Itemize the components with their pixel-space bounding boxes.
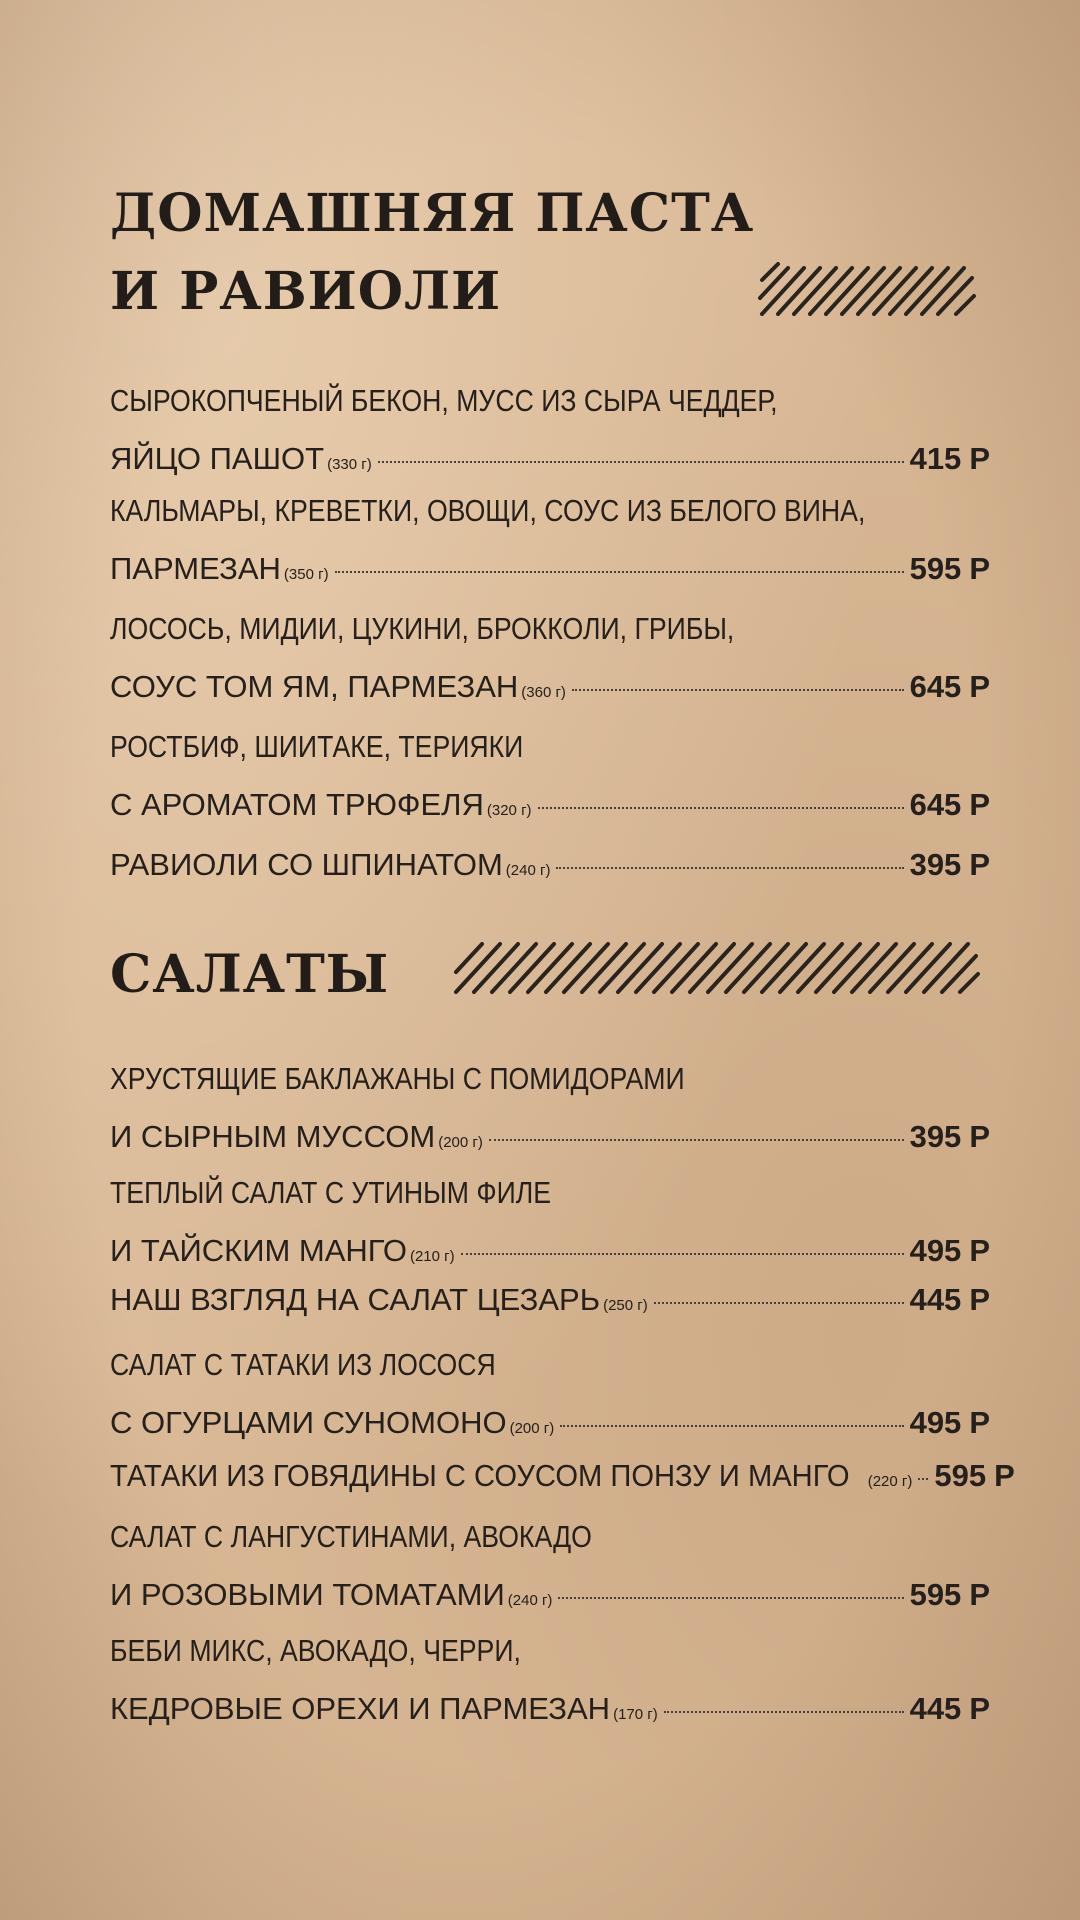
currency-sign: Р	[969, 847, 990, 882]
item-weight: (220 г)	[867, 1473, 913, 1490]
item-price: 445 Р	[909, 1282, 990, 1317]
item-description: ХРУСТЯЩИЕ БАКЛАЖАНЫ С ПОМИДОРАМИ	[110, 1061, 685, 1096]
menu-item	[110, 1050, 990, 1172]
currency-sign: Р	[969, 551, 990, 586]
dot-leader	[489, 1139, 904, 1141]
item-name: СОУС ТОМ ЯМ, ПАРМЕЗАН	[110, 669, 519, 704]
item-price: 395 Р	[909, 1119, 990, 1154]
item-weight: (240 г)	[507, 1592, 553, 1609]
item-price: 595 Р	[934, 1458, 1015, 1493]
item-name: И ТАЙСКИМ МАНГО	[110, 1233, 407, 1268]
dot-leader	[560, 1425, 903, 1427]
currency-sign: Р	[969, 1282, 990, 1317]
item-name: И СЫРНЫМ МУССОМ	[110, 1119, 436, 1154]
item-weight: (330 г)	[327, 456, 372, 473]
item-name: НАШ ВЗГЛЯД НА САЛАТ ЦЕЗАРЬ	[110, 1282, 601, 1317]
dot-leader	[558, 1597, 903, 1599]
menu-item	[110, 1622, 990, 1744]
item-price: 595 Р	[909, 1577, 990, 1612]
item-weight: (250 г)	[603, 1297, 648, 1314]
menu-item	[110, 1508, 990, 1630]
item-description: РОСТБИФ, ШИИТАКЕ, ТЕРИЯКИ	[110, 729, 524, 764]
item-description: ТЕПЛЫЙ САЛАТ С УТИНЫМ ФИЛЕ	[110, 1175, 552, 1210]
item-price: 495 Р	[909, 1405, 990, 1440]
currency-sign: Р	[994, 1458, 1015, 1493]
item-description: САЛАТ С ЛАНГУСТИНАМИ, АВОКАДО	[110, 1519, 592, 1554]
hatch-decoration	[752, 258, 982, 320]
menu-item	[110, 1271, 990, 1335]
item-name: С ОГУРЦАМИ СУНОМОНО	[110, 1405, 507, 1440]
item-price: 395 Р	[909, 847, 990, 882]
item-description: ЛОСОСЬ, МИДИИ, ЦУКИНИ, БРОККОЛИ, ГРИБЫ,	[110, 611, 735, 646]
menu-item	[110, 1447, 1015, 1511]
item-weight: (320 г)	[486, 802, 532, 819]
dot-leader	[556, 867, 903, 869]
item-price: 595 Р	[909, 551, 990, 586]
menu-item	[110, 372, 990, 494]
menu-item	[110, 1164, 990, 1286]
currency-sign: Р	[969, 669, 990, 704]
item-price: 495 Р	[909, 1233, 990, 1268]
item-price: 445 Р	[909, 1691, 990, 1726]
section-title-line: ДОМАШНЯЯ ПАСТА	[110, 183, 755, 244]
item-name: РАВИОЛИ СО ШПИНАТОМ	[110, 847, 503, 882]
item-name: ПАРМЕЗАН	[110, 551, 281, 586]
item-name: КЕДРОВЫЕ ОРЕХИ И ПАРМЕЗАН	[110, 1691, 611, 1726]
dot-leader	[538, 807, 904, 809]
item-weight: (210 г)	[409, 1248, 455, 1265]
currency-sign: Р	[969, 787, 990, 822]
item-description: САЛАТ С ТАТАКИ ИЗ ЛОСОСЯ	[110, 1347, 496, 1382]
section-title-salads	[110, 936, 389, 1014]
item-price: 645 Р	[909, 669, 990, 704]
currency-sign: Р	[969, 441, 990, 476]
item-weight: (350 г)	[283, 566, 329, 583]
item-price: 415 Р	[909, 441, 990, 476]
dot-leader	[378, 461, 904, 463]
item-price: 645 Р	[909, 787, 990, 822]
menu-item	[110, 600, 990, 722]
dot-leader	[461, 1253, 904, 1255]
item-weight: (240 г)	[505, 862, 551, 879]
item-name: ЯЙЦО ПАШОТ	[110, 441, 325, 476]
item-weight: (360 г)	[521, 684, 566, 701]
item-weight: (200 г)	[509, 1420, 555, 1437]
item-name: И РОЗОВЫМИ ТОМАТАМИ	[110, 1577, 505, 1612]
currency-sign: Р	[969, 1577, 990, 1612]
item-description: КАЛЬМАРЫ, КРЕВЕТКИ, ОВОЩИ, СОУС ИЗ БЕЛОГО ВИНА,	[110, 493, 866, 528]
item-description: БЕБИ МИКС, АВОКАДО, ЧЕРРИ,	[110, 1633, 521, 1668]
dot-leader	[664, 1711, 904, 1713]
section-title-pasta	[110, 175, 754, 331]
currency-sign: Р	[969, 1405, 990, 1440]
dot-leader	[654, 1302, 904, 1304]
section-title-line: И РАВИОЛИ	[110, 261, 502, 322]
menu-item	[110, 482, 990, 604]
hatch-decoration	[446, 936, 986, 998]
currency-sign: Р	[969, 1233, 990, 1268]
item-name: ТАТАКИ ИЗ ГОВЯДИНЫ С СОУСОМ ПОНЗУ И МАНГО	[110, 1458, 850, 1493]
item-weight: (200 г)	[438, 1134, 483, 1151]
menu-item	[110, 718, 990, 840]
currency-sign: Р	[969, 1691, 990, 1726]
item-description: СЫРОКОПЧЕНЫЙ БЕКОН, МУСС ИЗ СЫРА ЧЕДДЕР,	[110, 383, 778, 418]
menu-item	[110, 1336, 990, 1458]
dot-leader	[335, 571, 904, 573]
dot-leader	[918, 1478, 928, 1480]
currency-sign: Р	[969, 1119, 990, 1154]
section-title-line: САЛАТЫ	[110, 944, 390, 1005]
menu-item	[110, 836, 990, 900]
dot-leader	[572, 689, 904, 691]
item-name: С АРОМАТОМ ТРЮФЕЛЯ	[110, 787, 484, 822]
item-weight: (170 г)	[613, 1706, 658, 1723]
